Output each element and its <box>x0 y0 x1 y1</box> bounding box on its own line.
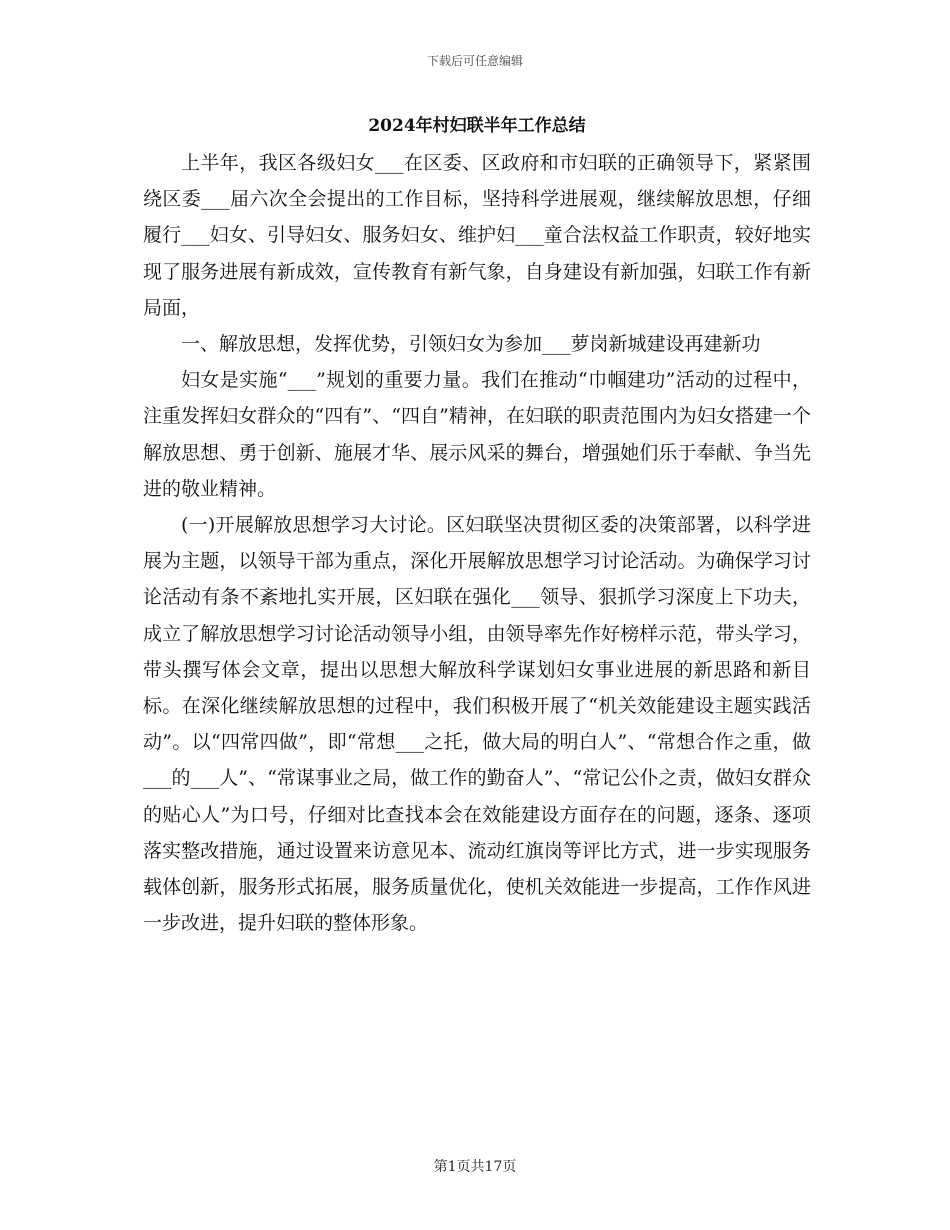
section-heading-1: 一、解放思想，发挥优势，引领妇女为参加___萝岗新城建设再建新功 <box>181 333 761 356</box>
document-body <box>143 112 811 941</box>
paragraph-study-discussion: (一)开展解放思想学习大讨论。区妇联坚决贯彻区委的决策部署，以科学进展为主题，以领导干部为重点，深化开展解放思想学习讨论活动。为确保学习讨论活动有条不紊地扎实开展，区妇联在强化___领导、狠抓学习深度上下功夫，成立了解放思想学习讨论活动领导小组，由领导率先作好榜样示范，带头学习，带头撰写体会文章，提出以思想大解放科学谋划妇女事业进展的新思路和新目标。在深化继续解放思想的过程中，我们积极开展了“机关效能建设主题实践活动”。以“四常四做”，即“常想___之托，做大局的明白人”、“常想合作之重，做___的___人”、“常谋事业之局，做工作的勤奋人”、“常记公仆之责，做妇女群众的贴心人”为口号，仔细对比查找本会在效能建设方面存在的问题，逐条、逐项落实整改措施，通过设置来访意见本、流动红旗岗等评比方式，进一步实现服务载体创新，服务形式拓展，服务质量优化，使机关效能进一步提高，工作作风进一步改进，提升妇联的整体形象。 <box>143 514 811 935</box>
paragraph-intro: 上半年，我区各级妇女___在区委、区政府和市妇联的正确领导下，紧紧围绕区委___届六次全会提出的工作目标，坚持科学进展观，继续解放思想，仔细履行___妇女、引导妇女、服务妇女、维护妇___童合法权益工作职责，较好地实现了服务进展有新成效，宣传教育有新气象，自身建设有新加强，妇联工作有新局面， <box>143 152 811 319</box>
paragraph-women-role: 妇女是实施“___”规划的重要力量。我们在推动“巾帼建功”活动的过程中，注重发挥妇女群众的“四有”、“四自”精神，在妇联的职责范围内为妇女搭建一个解放思想、勇于创新、施展才华、展示风采的舞台，增强她们乐于奉献、争当先进的敬业精神。 <box>143 369 811 500</box>
page-header: 下载后可任意编辑 <box>426 54 523 68</box>
document-title: 2024年村妇联半年工作总结 <box>368 116 586 136</box>
page-number: 第1页共17页 <box>433 1159 517 1175</box>
